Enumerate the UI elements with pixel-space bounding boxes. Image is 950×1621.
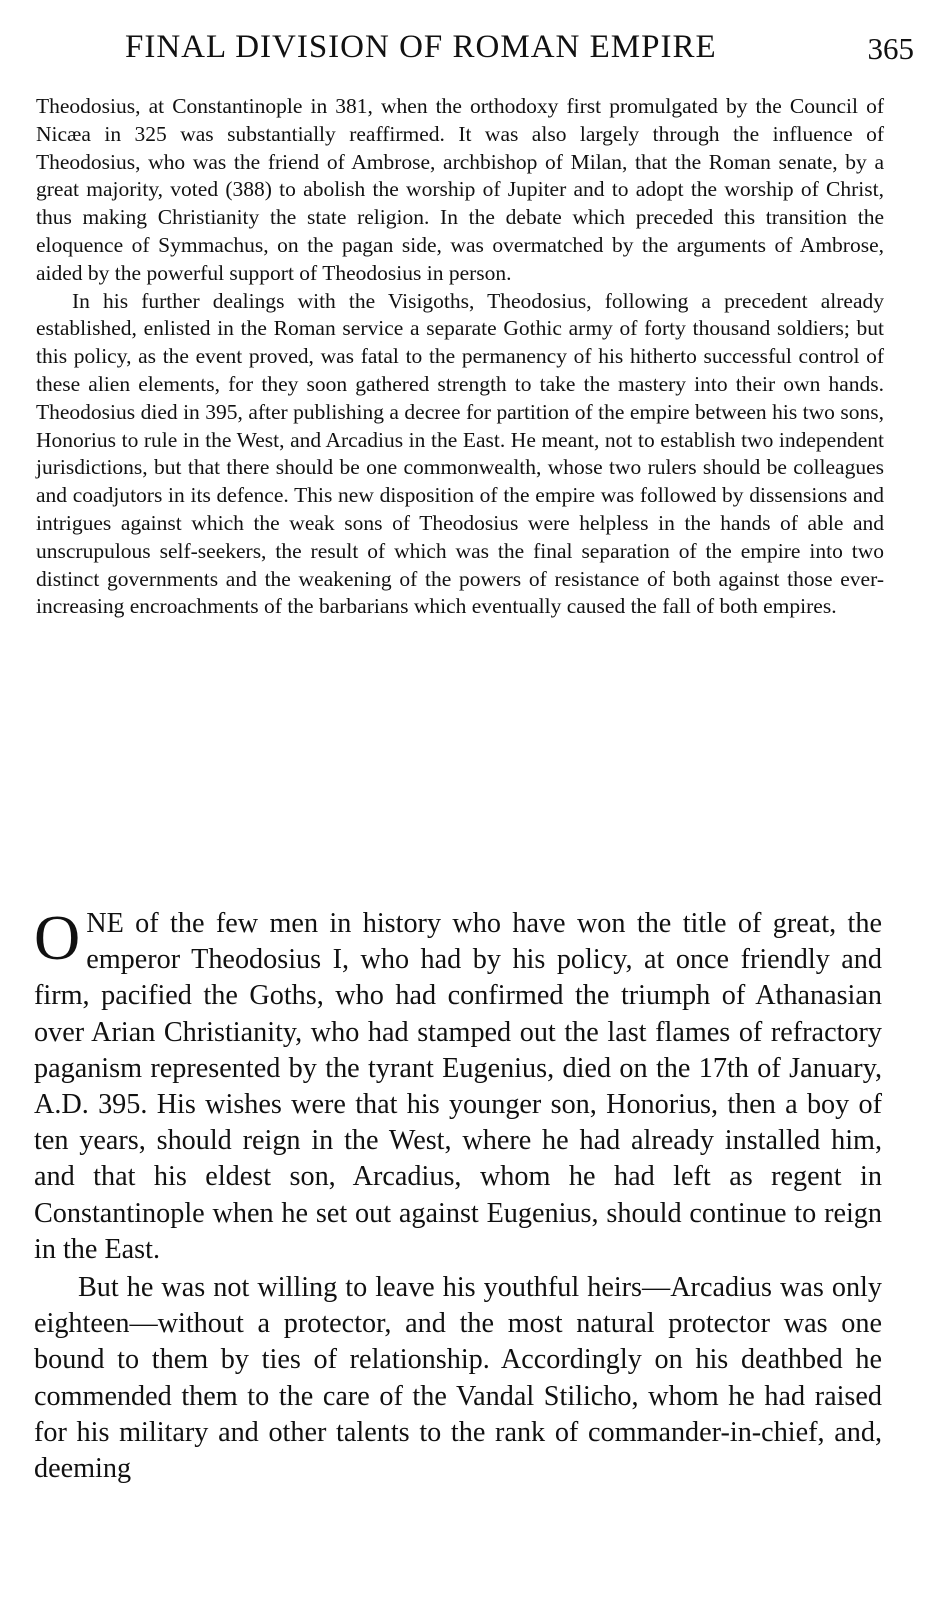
paragraph-text: of the few men in history who have won the title of great, the emperor Theodosius I, who had by his policy, at once friendly and firm, pacified the Goths, who had confirmed the triumph of Athanasian over Arian Christianity, who had stamped out the last flames of refractory paganism represented by the tyrant Eugenius, died on the 17th of January, A.D. 395. His wishes were that his younger son, Honorius, then a boy of ten years, should reign in the West, where he had already installed him, and that his eldest son, Arcadius, whom he had left as regent in Constantinople when he set out against Eugenius, should continue to reign in the East. [34,908,882,1265]
intro-paragraph: Theodosius, at Constantinople in 381, when the orthodoxy first promulgated by the Council of Nicæa in 325 was substantially reaffirmed. It was also largely through the influence of Theodosius, who was the friend of Ambrose, archbishop of Milan, that the Roman senate, by a great majority, voted (388) to abolish the worship of Jupiter and to adopt the worship of Christ, thus making Christianity the state religion. In the debate which preceded this transition the eloquence of Symmachus, on the pagan side, was overmatched by the arguments of Ambrose, aided by the powerful support of Theodosius in person. [36,94,884,285]
running-title: FINAL DIVISION OF ROMAN EMPIRE [125,29,717,65]
intro-paragraph: In his further dealings with the Visigoths, Theodosius, following a precedent already established, enlisted in the Roman service a separate Gothic army of forty thousand soldiers; but this policy, as the event proved, was fatal to the permanency of his hitherto successful control of these alien elements, for they soon gathered strength to take the mastery into their own hands. Theodosius died in 395, after publishing a decree for partition of the empire between his two sons, Honorius to rule in the West, and Arcadius in the East. He meant, not to establish two independent jurisdictions, but that there should be one commonwealth, whose two rulers should be colleagues and coadjutors in its defence. This new disposition of the empire was followed by dissensions and intrigues against which the weak sons of Theodosius were helpless in the hands of able and unscrupulous self-seekers, the result of which was the final separation of the empire into two distinct governments and the weakening of the powers of resistance of both against those ever-increasing encroachments of the barbarians which eventually caused the fall of both empires. [36,288,884,619]
body-paragraph [34,902,882,1268]
first-word-rest: NE [86,908,124,939]
chapter-body [34,902,882,1487]
page-number: 365 [867,31,914,66]
body-paragraph: But he was not willing to leave his youthful heirs—Arcadius was only eighteen—without a protector, and the most natural protector was one bound to them by ties of relationship. Accordingly on his deathbed he commended them to the care of the Vandal Stilicho, whom he had raised for his military and other talents to the rank of commander-in-chief, and, deeming [34,1272,882,1485]
page-header [0,27,950,77]
intro-summary [36,93,884,621]
drop-cap: O [34,902,81,973]
